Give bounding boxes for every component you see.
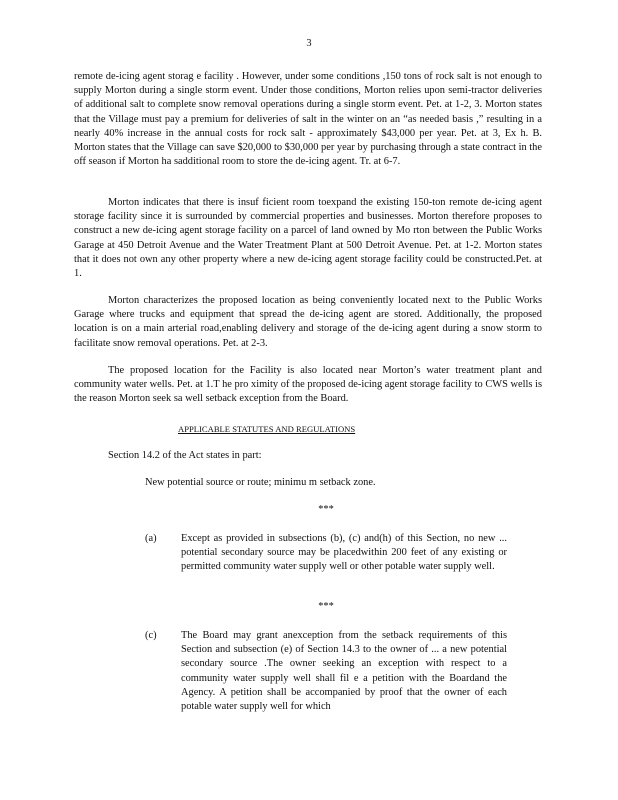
statute-title: New potential source or route; minimu m setback zone. [145, 477, 376, 488]
paragraph-proximity: The proposed location for the Facility is also located near Morton’s water treatment plant and community water wells. Pet. at 1.T he pro ximity of the proposed de-icing agent storage facility to CWS wells is the reason Morton seek sa well setback exception from the Board. [74, 365, 542, 405]
ellipsis-mark: *** [318, 601, 334, 612]
paragraph-salt-supply: remote de-icing agent storag e facility . However, under some conditions ,150 tons of rock salt is not enough to supply Morton during a single storm event. Under those conditions, Morton relies upon semi-tractor deliveries of additional salt to complete snow removal operations during a single storm event. Pet. at 1-2, 3. Morton states that the Village must pay a premium for deliveries of salt in the winter on an “as needed basis ,” resulting in a nearly 40% increase in the annual costs for rock salt - approximately $43,000 per year. Pet. at 3, Ex h. B. Morton states that the Village can save $20,000 to $30,000 per year by purchasing through a state contract in the off season if Morton ha sadditional room to store the de-icing agent. Tr. at 6-7. [74, 71, 542, 168]
section-heading: APPLICABLE STATUTES AND REGULATIONS [178, 424, 356, 434]
subsection-text: Except as provided in subsections (b), (c) and(h) of this Section, no new ... potential secondary source may be placedwithin 200 feet of any existing or permitted community water supply well or other potable water supply well. [181, 533, 507, 573]
statute-intro: Section 14.2 of the Act states in part: [108, 450, 262, 461]
paragraph-location: Morton characterizes the proposed location as being conveniently located next to the Public Works Garage where trucks and equipment that spread the de-icing agent are stored. Additionally, the proposed location is on a main arterial road,enabling delivery and storage of the de-icing agent during a snow storm to facilitate snow removal operations. Pet. at 2-3. [74, 295, 542, 349]
page-number: 3 [306, 38, 312, 49]
paragraph-insufficient-room: Morton indicates that there is insuf ficient room toexpand the existing 150-ton remote de-icing agent storage facility since it is surrounded by commercial properties and businesses. Morton therefore proposes to construct a new de-icing agent storage facility on a parcel of land owned by Mo rton between the Public Works Garage at 450 Detroit Avenue and the Water Treatment Plant at 500 Detroit Avenue. Pet. at 1-2. Morton states that it does not own any other property where a new de-icing agent storage facility could be constructed.Pet. at 1. [74, 197, 542, 280]
ellipsis-mark: *** [318, 504, 334, 515]
subsection-label: (a) [145, 533, 157, 544]
subsection-label: (c) [145, 630, 157, 641]
subsection-text: The Board may grant anexception from the setback requirements of this Section and subsection (e) of Section 14.3 to the owner of ... a new potential secondary source .The owner seeking an exception with respect to a community water supply well shall fil e a petition with the Boardand the Agency. A petition shall be accompanied by proof that the owner of each potable water supply well for which [181, 630, 507, 713]
